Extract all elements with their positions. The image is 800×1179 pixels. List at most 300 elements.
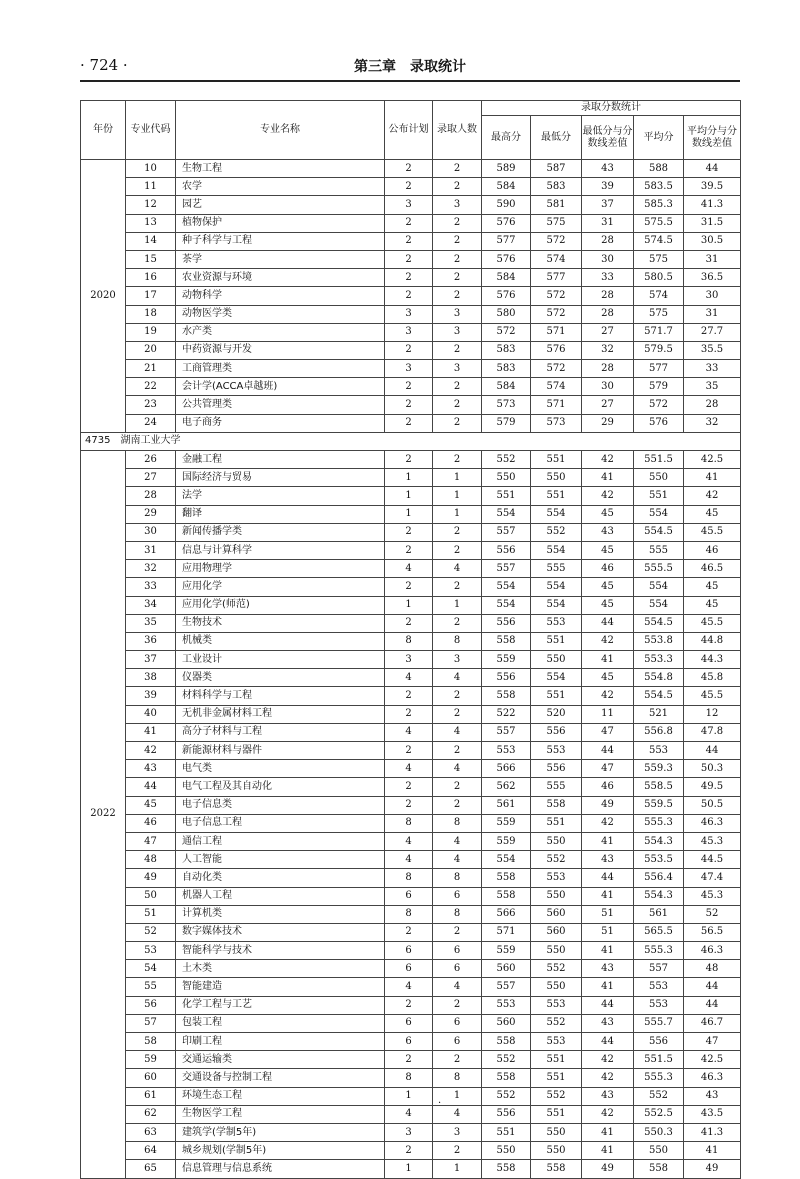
- plan-count: 4: [385, 723, 433, 741]
- avg-diff: 45.3: [684, 887, 741, 905]
- table-body-2020: [81, 160, 741, 433]
- admitted-count: 1: [433, 1087, 482, 1105]
- admitted-count: 1: [433, 1160, 482, 1178]
- table-row: [81, 869, 741, 887]
- avg-score: 555.5: [634, 560, 684, 578]
- avg-score: 554.8: [634, 669, 684, 687]
- admitted-count: 2: [433, 541, 482, 559]
- major-code: 43: [126, 760, 176, 778]
- min-score: 554: [531, 596, 582, 614]
- plan-count: 2: [385, 178, 433, 196]
- min-diff: 44: [582, 1033, 634, 1051]
- major-code: 26: [126, 451, 176, 469]
- plan-count: 2: [385, 414, 433, 432]
- max-score: 559: [482, 814, 531, 832]
- avg-diff: 44.8: [684, 632, 741, 650]
- max-score: 576: [482, 250, 531, 268]
- min-diff: 43: [582, 1087, 634, 1105]
- avg-diff: 44: [684, 742, 741, 760]
- major-code: 58: [126, 1033, 176, 1051]
- major-code: 62: [126, 1105, 176, 1123]
- table-row: [81, 523, 741, 541]
- major-name: 化学工程与工艺: [176, 996, 385, 1014]
- avg-score: 552.5: [634, 1105, 684, 1123]
- min-diff: 45: [582, 596, 634, 614]
- plan-count: 1: [385, 1087, 433, 1105]
- major-code: 46: [126, 814, 176, 832]
- min-score: 551: [531, 1105, 582, 1123]
- avg-diff: 45: [684, 505, 741, 523]
- avg-diff: 48: [684, 960, 741, 978]
- max-score: 560: [482, 960, 531, 978]
- avg-score: 553.8: [634, 632, 684, 650]
- major-code: 59: [126, 1051, 176, 1069]
- table-row: [81, 396, 741, 414]
- table-row: [81, 614, 741, 632]
- avg-score: 559.3: [634, 760, 684, 778]
- admitted-count: 4: [433, 723, 482, 741]
- major-code: 52: [126, 923, 176, 941]
- min-score: 553: [531, 614, 582, 632]
- major-name: 电子信息类: [176, 796, 385, 814]
- max-score: 579: [482, 414, 531, 432]
- avg-diff: 47.4: [684, 869, 741, 887]
- max-score: 551: [482, 487, 531, 505]
- table-row: [81, 1105, 741, 1123]
- avg-score: 554.3: [634, 887, 684, 905]
- table-row: [81, 978, 741, 996]
- avg-score: 583.5: [634, 178, 684, 196]
- avg-score: 559.5: [634, 796, 684, 814]
- min-diff: 11: [582, 705, 634, 723]
- major-code: 42: [126, 742, 176, 760]
- admitted-count: 2: [433, 414, 482, 432]
- max-score: 584: [482, 178, 531, 196]
- major-name: 城乡规划(学制5年): [176, 1142, 385, 1160]
- table-row: [81, 451, 741, 469]
- avg-diff: 45.5: [684, 614, 741, 632]
- avg-diff: 47: [684, 1033, 741, 1051]
- min-score: 552: [531, 960, 582, 978]
- major-code: 14: [126, 232, 176, 250]
- table-row: [81, 760, 741, 778]
- max-score: 559: [482, 651, 531, 669]
- min-diff: 47: [582, 723, 634, 741]
- max-score: 557: [482, 560, 531, 578]
- header-min: 最低分: [531, 116, 582, 160]
- plan-count: 2: [385, 269, 433, 287]
- table-row: [81, 360, 741, 378]
- table-row: [81, 651, 741, 669]
- avg-diff: 30: [684, 287, 741, 305]
- major-code: 38: [126, 669, 176, 687]
- avg-score: 550: [634, 469, 684, 487]
- min-diff: 33: [582, 269, 634, 287]
- plan-count: 2: [385, 250, 433, 268]
- min-diff: 28: [582, 232, 634, 250]
- plan-count: 4: [385, 760, 433, 778]
- admitted-count: 2: [433, 287, 482, 305]
- header-avg: 平均分: [634, 116, 684, 160]
- major-code: 16: [126, 269, 176, 287]
- avg-diff: 28: [684, 396, 741, 414]
- major-name: 公共管理类: [176, 396, 385, 414]
- major-code: 33: [126, 578, 176, 596]
- admitted-count: 8: [433, 632, 482, 650]
- min-score: 555: [531, 778, 582, 796]
- plan-count: 1: [385, 469, 433, 487]
- avg-diff: 45.8: [684, 669, 741, 687]
- avg-diff: 46.3: [684, 1069, 741, 1087]
- admitted-count: 2: [433, 451, 482, 469]
- page-header: [80, 48, 740, 76]
- major-name: 印刷工程: [176, 1033, 385, 1051]
- major-code: 37: [126, 651, 176, 669]
- max-score: 552: [482, 1087, 531, 1105]
- major-name: 计算机类: [176, 905, 385, 923]
- school-name: 4735 湖南工业大学: [81, 432, 741, 450]
- major-name: 生物工程: [176, 160, 385, 178]
- major-code: 50: [126, 887, 176, 905]
- min-diff: 30: [582, 378, 634, 396]
- avg-diff: 44.5: [684, 851, 741, 869]
- admitted-count: 8: [433, 814, 482, 832]
- major-code: 45: [126, 796, 176, 814]
- avg-diff: 43.5: [684, 1105, 741, 1123]
- min-diff: 41: [582, 651, 634, 669]
- min-score: 575: [531, 214, 582, 232]
- min-score: 553: [531, 869, 582, 887]
- table-row: [81, 214, 741, 232]
- table-row: [81, 960, 741, 978]
- max-score: 558: [482, 1033, 531, 1051]
- min-diff: 49: [582, 796, 634, 814]
- major-name: 农业资源与环境: [176, 269, 385, 287]
- min-score: 581: [531, 196, 582, 214]
- avg-score: 585.3: [634, 196, 684, 214]
- admitted-count: 3: [433, 323, 482, 341]
- major-name: 种子科学与工程: [176, 232, 385, 250]
- plan-count: 8: [385, 814, 433, 832]
- min-score: 574: [531, 378, 582, 396]
- plan-count: 2: [385, 796, 433, 814]
- max-score: 577: [482, 232, 531, 250]
- major-name: 工业设计: [176, 651, 385, 669]
- plan-count: 2: [385, 778, 433, 796]
- admitted-count: 3: [433, 196, 482, 214]
- admitted-count: 8: [433, 869, 482, 887]
- major-name: 茶学: [176, 250, 385, 268]
- avg-score: 557: [634, 960, 684, 978]
- min-score: 556: [531, 723, 582, 741]
- min-score: 551: [531, 632, 582, 650]
- min-score: 571: [531, 323, 582, 341]
- avg-score: 579: [634, 378, 684, 396]
- admitted-count: 4: [433, 978, 482, 996]
- min-score: 550: [531, 832, 582, 850]
- major-code: 34: [126, 596, 176, 614]
- admitted-count: 2: [433, 687, 482, 705]
- avg-score: 555: [634, 541, 684, 559]
- major-code: 31: [126, 541, 176, 559]
- max-score: 550: [482, 469, 531, 487]
- table-row: [81, 178, 741, 196]
- major-name: 植物保护: [176, 214, 385, 232]
- table-row: [81, 469, 741, 487]
- major-code: 21: [126, 360, 176, 378]
- plan-count: 6: [385, 960, 433, 978]
- table-row: [81, 305, 741, 323]
- major-name: 电子商务: [176, 414, 385, 432]
- major-code: 32: [126, 560, 176, 578]
- min-diff: 31: [582, 214, 634, 232]
- min-diff: 51: [582, 923, 634, 941]
- min-diff: 43: [582, 1014, 634, 1032]
- max-score: 551: [482, 1123, 531, 1141]
- max-score: 556: [482, 1105, 531, 1123]
- major-code: 44: [126, 778, 176, 796]
- page-number: · 724 ·: [80, 56, 128, 74]
- min-score: 550: [531, 469, 582, 487]
- table-row: [81, 905, 741, 923]
- min-score: 560: [531, 923, 582, 941]
- min-diff: 32: [582, 341, 634, 359]
- max-score: 558: [482, 1160, 531, 1178]
- max-score: 572: [482, 323, 531, 341]
- avg-score: 551.5: [634, 1051, 684, 1069]
- min-diff: 42: [582, 1069, 634, 1087]
- admitted-count: 2: [433, 1142, 482, 1160]
- avg-diff: 44: [684, 978, 741, 996]
- major-code: 55: [126, 978, 176, 996]
- max-score: 558: [482, 687, 531, 705]
- major-code: 41: [126, 723, 176, 741]
- plan-count: 6: [385, 942, 433, 960]
- avg-score: 554.3: [634, 832, 684, 850]
- table-row: [81, 814, 741, 832]
- max-score: 590: [482, 196, 531, 214]
- avg-score: 555.3: [634, 942, 684, 960]
- max-score: 557: [482, 978, 531, 996]
- major-name: 应用化学(师范): [176, 596, 385, 614]
- plan-count: 4: [385, 669, 433, 687]
- min-score: 574: [531, 250, 582, 268]
- avg-diff: 46.3: [684, 942, 741, 960]
- max-score: 584: [482, 378, 531, 396]
- major-code: 48: [126, 851, 176, 869]
- table-row: [81, 1033, 741, 1051]
- major-code: 17: [126, 287, 176, 305]
- avg-score: 551.5: [634, 451, 684, 469]
- avg-score: 575: [634, 250, 684, 268]
- min-score: 554: [531, 505, 582, 523]
- admitted-count: 6: [433, 1033, 482, 1051]
- max-score: 559: [482, 832, 531, 850]
- plan-count: 2: [385, 451, 433, 469]
- min-diff: 28: [582, 305, 634, 323]
- avg-diff: 30.5: [684, 232, 741, 250]
- admitted-count: 2: [433, 378, 482, 396]
- min-diff: 42: [582, 1051, 634, 1069]
- admitted-count: 1: [433, 505, 482, 523]
- major-name: 包装工程: [176, 1014, 385, 1032]
- min-score: 551: [531, 451, 582, 469]
- major-name: 数字媒体技术: [176, 923, 385, 941]
- admitted-count: 1: [433, 469, 482, 487]
- plan-count: 2: [385, 160, 433, 178]
- avg-diff: 31: [684, 305, 741, 323]
- min-diff: 42: [582, 687, 634, 705]
- avg-diff: 31: [684, 250, 741, 268]
- avg-score: 572: [634, 396, 684, 414]
- avg-diff: 44: [684, 996, 741, 1014]
- avg-score: 521: [634, 705, 684, 723]
- min-diff: 45: [582, 541, 634, 559]
- major-name: 中药资源与开发: [176, 341, 385, 359]
- max-score: 557: [482, 523, 531, 541]
- min-diff: 46: [582, 778, 634, 796]
- plan-count: 8: [385, 905, 433, 923]
- major-name: 土木类: [176, 960, 385, 978]
- plan-count: 2: [385, 578, 433, 596]
- max-score: 566: [482, 760, 531, 778]
- table-row: [81, 996, 741, 1014]
- avg-diff: 36.5: [684, 269, 741, 287]
- admitted-count: 4: [433, 851, 482, 869]
- major-name: 园艺: [176, 196, 385, 214]
- header-admitted: 录取人数: [433, 101, 482, 160]
- min-score: 571: [531, 396, 582, 414]
- major-code: 23: [126, 396, 176, 414]
- plan-count: 1: [385, 505, 433, 523]
- min-diff: 44: [582, 614, 634, 632]
- avg-score: 575: [634, 305, 684, 323]
- min-score: 552: [531, 1014, 582, 1032]
- avg-score: 571.7: [634, 323, 684, 341]
- table-row: [81, 1051, 741, 1069]
- avg-diff: 45.5: [684, 523, 741, 541]
- major-code: 29: [126, 505, 176, 523]
- avg-diff: 41.3: [684, 1123, 741, 1141]
- header-avg-diff: 平均分与分数线差值: [684, 116, 741, 160]
- max-score: 556: [482, 541, 531, 559]
- avg-diff: 31.5: [684, 214, 741, 232]
- min-diff: 49: [582, 1160, 634, 1178]
- max-score: 558: [482, 632, 531, 650]
- admitted-count: 3: [433, 305, 482, 323]
- avg-diff: 33: [684, 360, 741, 378]
- min-score: 576: [531, 341, 582, 359]
- avg-diff: 46.5: [684, 560, 741, 578]
- major-code: 18: [126, 305, 176, 323]
- min-score: 558: [531, 1160, 582, 1178]
- plan-count: 4: [385, 978, 433, 996]
- min-diff: 47: [582, 760, 634, 778]
- min-diff: 41: [582, 1142, 634, 1160]
- admitted-count: 3: [433, 1123, 482, 1141]
- major-name: 动物医学类: [176, 305, 385, 323]
- plan-count: 2: [385, 923, 433, 941]
- max-score: 561: [482, 796, 531, 814]
- avg-score: 558.5: [634, 778, 684, 796]
- table-row: [81, 1160, 741, 1178]
- min-diff: 41: [582, 978, 634, 996]
- min-score: 551: [531, 487, 582, 505]
- major-name: 机械类: [176, 632, 385, 650]
- min-diff: 43: [582, 523, 634, 541]
- max-score: 550: [482, 1142, 531, 1160]
- avg-score: 553: [634, 742, 684, 760]
- major-code: 27: [126, 469, 176, 487]
- major-code: 57: [126, 1014, 176, 1032]
- min-diff: 30: [582, 250, 634, 268]
- avg-score: 553.3: [634, 651, 684, 669]
- min-score: 553: [531, 996, 582, 1014]
- max-score: 558: [482, 1069, 531, 1087]
- table-row: [81, 1087, 741, 1105]
- min-diff: 41: [582, 942, 634, 960]
- avg-diff: 42: [684, 487, 741, 505]
- admitted-count: 2: [433, 742, 482, 760]
- max-score: 556: [482, 669, 531, 687]
- admitted-count: 6: [433, 942, 482, 960]
- admitted-count: 2: [433, 341, 482, 359]
- min-score: 560: [531, 905, 582, 923]
- major-name: 法学: [176, 487, 385, 505]
- major-code: 19: [126, 323, 176, 341]
- min-score: 555: [531, 560, 582, 578]
- plan-count: 8: [385, 1069, 433, 1087]
- admitted-count: 2: [433, 214, 482, 232]
- major-name: 电气工程及其自动化: [176, 778, 385, 796]
- min-diff: 28: [582, 287, 634, 305]
- plan-count: 2: [385, 742, 433, 760]
- table-row: [81, 541, 741, 559]
- header-major-name: 专业名称: [176, 101, 385, 160]
- major-name: 信息与计算科学: [176, 541, 385, 559]
- max-score: 576: [482, 287, 531, 305]
- avg-diff: 32: [684, 414, 741, 432]
- admitted-count: 2: [433, 250, 482, 268]
- admitted-count: 3: [433, 360, 482, 378]
- plan-count: 4: [385, 560, 433, 578]
- min-diff: 41: [582, 1123, 634, 1141]
- avg-score: 579.5: [634, 341, 684, 359]
- avg-score: 576: [634, 414, 684, 432]
- min-score: 550: [531, 1142, 582, 1160]
- admission-table: [80, 100, 741, 1179]
- table-row: [81, 1014, 741, 1032]
- major-code: 13: [126, 214, 176, 232]
- avg-diff: 45: [684, 578, 741, 596]
- avg-score: 555.3: [634, 814, 684, 832]
- avg-diff: 42.5: [684, 1051, 741, 1069]
- table-row: [81, 232, 741, 250]
- table-row: [81, 414, 741, 432]
- max-score: 573: [482, 396, 531, 414]
- table-row: [81, 942, 741, 960]
- min-score: 554: [531, 578, 582, 596]
- max-score: 556: [482, 614, 531, 632]
- min-diff: 42: [582, 814, 634, 832]
- table-row: [81, 832, 741, 850]
- table-row: [81, 250, 741, 268]
- header-score-group: 录取分数统计: [482, 101, 741, 116]
- major-name: 机器人工程: [176, 887, 385, 905]
- min-score: 550: [531, 942, 582, 960]
- min-diff: 43: [582, 851, 634, 869]
- avg-score: 550.3: [634, 1123, 684, 1141]
